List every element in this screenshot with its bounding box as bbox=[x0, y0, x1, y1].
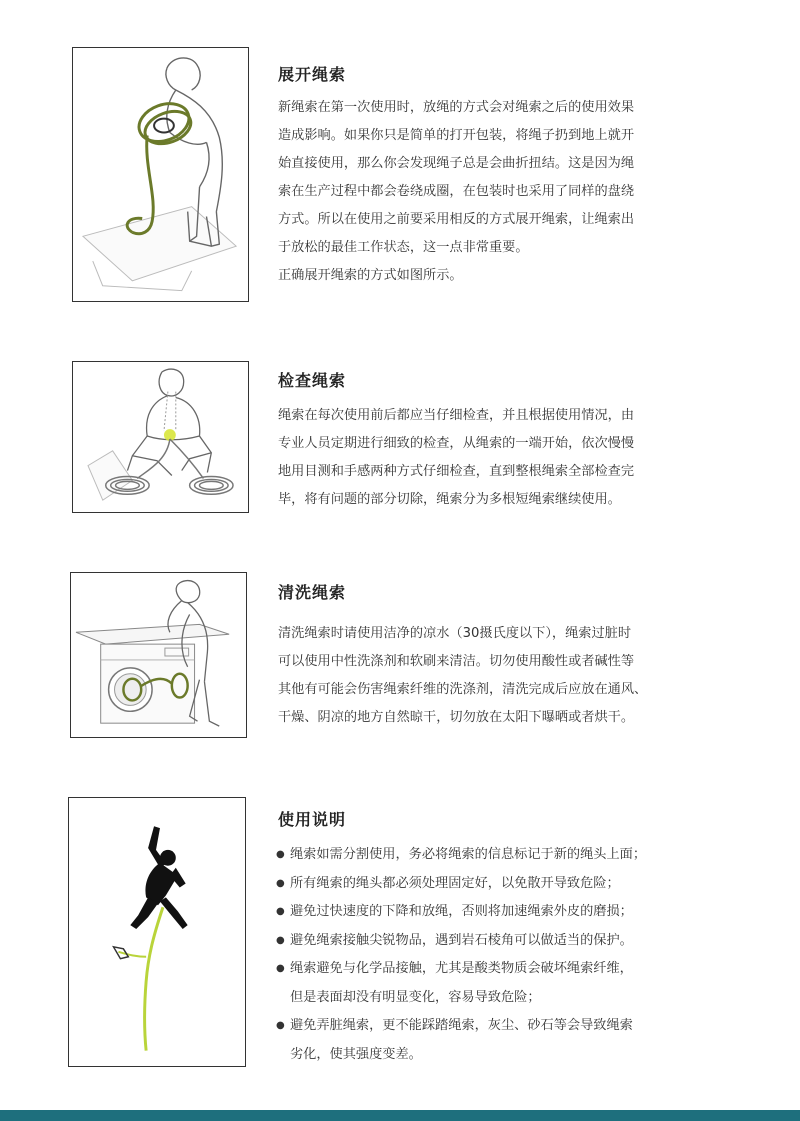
section-title: 使用说明 bbox=[278, 810, 347, 829]
wash-rope-illustration bbox=[70, 572, 247, 738]
unfold-rope-illustration bbox=[72, 47, 249, 302]
section-title: 清洗绳索 bbox=[278, 583, 347, 602]
body-line: 干燥、阴凉的地方自然晾干，切勿放在太阳下曝晒或者烘干。 bbox=[278, 710, 635, 725]
list-item-continuation: 但是表面却没有明显变化，容易导致危险； bbox=[290, 989, 541, 1005]
section-body bbox=[278, 402, 728, 514]
list-item-text: 避免弄脏绳索，更不能踩踏绳索，灰尘、砂石等会导致绳索 bbox=[290, 1018, 633, 1033]
list-item bbox=[276, 927, 746, 956]
list-item bbox=[276, 1012, 746, 1041]
list-item bbox=[276, 898, 746, 927]
body-line: 方式。所以在使用之前要采用相反的方式展开绳索，让绳索出 bbox=[278, 212, 635, 227]
person-washing-rope-image bbox=[71, 573, 246, 737]
list-item-text: 绳索如需分割使用，务必将绳索的信息标记于新的绳头上面； bbox=[290, 847, 647, 862]
body-line: 清洗绳索时请使用洁净的凉水（30摄氏度以下），绳索过脏时 bbox=[278, 626, 632, 641]
bullet-dot-icon: ● bbox=[276, 849, 285, 860]
bullet-dot-icon: ● bbox=[276, 963, 285, 974]
climber-illustration bbox=[68, 797, 246, 1067]
section-body bbox=[278, 94, 728, 290]
body-line: 始直接使用，那么你会发现绳子总是会曲折扭结。这是因为绳 bbox=[278, 156, 635, 171]
person-inspecting-rope-image bbox=[73, 362, 248, 512]
inspect-rope-illustration bbox=[72, 361, 249, 513]
list-item-text: 避免绳索接触尖锐物品，遇到岩石棱角可以做适当的保护。 bbox=[290, 932, 633, 948]
body-line: 正确展开绳索的方式如图所示。 bbox=[278, 268, 463, 283]
body-line: 造成影响。如果你只是简单的打开包装，将绳子扔到地上就开 bbox=[278, 128, 635, 143]
list-item bbox=[276, 870, 746, 899]
body-line: 绳索在每次使用前后都应当仔细检查，并且根据使用情况，由 bbox=[278, 408, 635, 423]
footer-bar bbox=[0, 1110, 800, 1121]
body-line: 可以使用中性洗涤剂和软刷来清洁。切勿使用酸性或者碱性等 bbox=[278, 654, 635, 669]
section-body bbox=[278, 620, 728, 732]
body-line: 新绳索在第一次使用时，放绳的方式会对绳索之后的使用效果 bbox=[278, 100, 635, 115]
bullet-dot-icon: ● bbox=[276, 906, 285, 917]
bullet-dot-icon: ● bbox=[276, 934, 285, 946]
list-item-text: 所有绳索的绳头都必须处理固定好，以免散开导致危险； bbox=[290, 875, 620, 891]
body-line: 索在生产过程中都会卷绕成圈，在包装时也采用了同样的盘绕 bbox=[278, 184, 635, 199]
body-line: 专业人员定期进行细致的检查，从绳索的一端开始，依次慢慢 bbox=[278, 436, 635, 451]
list-item-continuation: 劣化，使其强度变差。 bbox=[290, 1046, 422, 1062]
body-line: 地用目测和手感两种方式仔细检查，直到整根绳索全部检查完 bbox=[278, 464, 635, 479]
list-item-text: 绳索避免与化学品接触，尤其是酸类物质会破坏绳索纤维， bbox=[290, 961, 633, 976]
climber-on-rope-image bbox=[69, 798, 245, 1066]
list-item bbox=[276, 841, 746, 870]
list-item bbox=[276, 955, 746, 984]
list-item-text: 避免过快速度的下降和放绳，否则将加速绳索外皮的磨损； bbox=[290, 904, 633, 919]
section-title: 展开绳索 bbox=[278, 65, 347, 84]
bullet-dot-icon: ● bbox=[276, 877, 285, 889]
body-line: 于放松的最佳工作状态，这一点非常重要。 bbox=[278, 240, 529, 255]
section-title: 检查绳索 bbox=[278, 371, 347, 390]
person-uncoiling-rope-image bbox=[73, 48, 248, 301]
body-line: 其他有可能会伤害绳索纤维的洗涤剂，清洗完成后应放在通风、 bbox=[278, 682, 648, 697]
bullet-dot-icon: ● bbox=[276, 1020, 285, 1031]
body-line: 毕，将有问题的部分切除，绳索分为多根短绳索继续使用。 bbox=[278, 492, 621, 507]
usage-bullet-list bbox=[276, 841, 746, 1069]
